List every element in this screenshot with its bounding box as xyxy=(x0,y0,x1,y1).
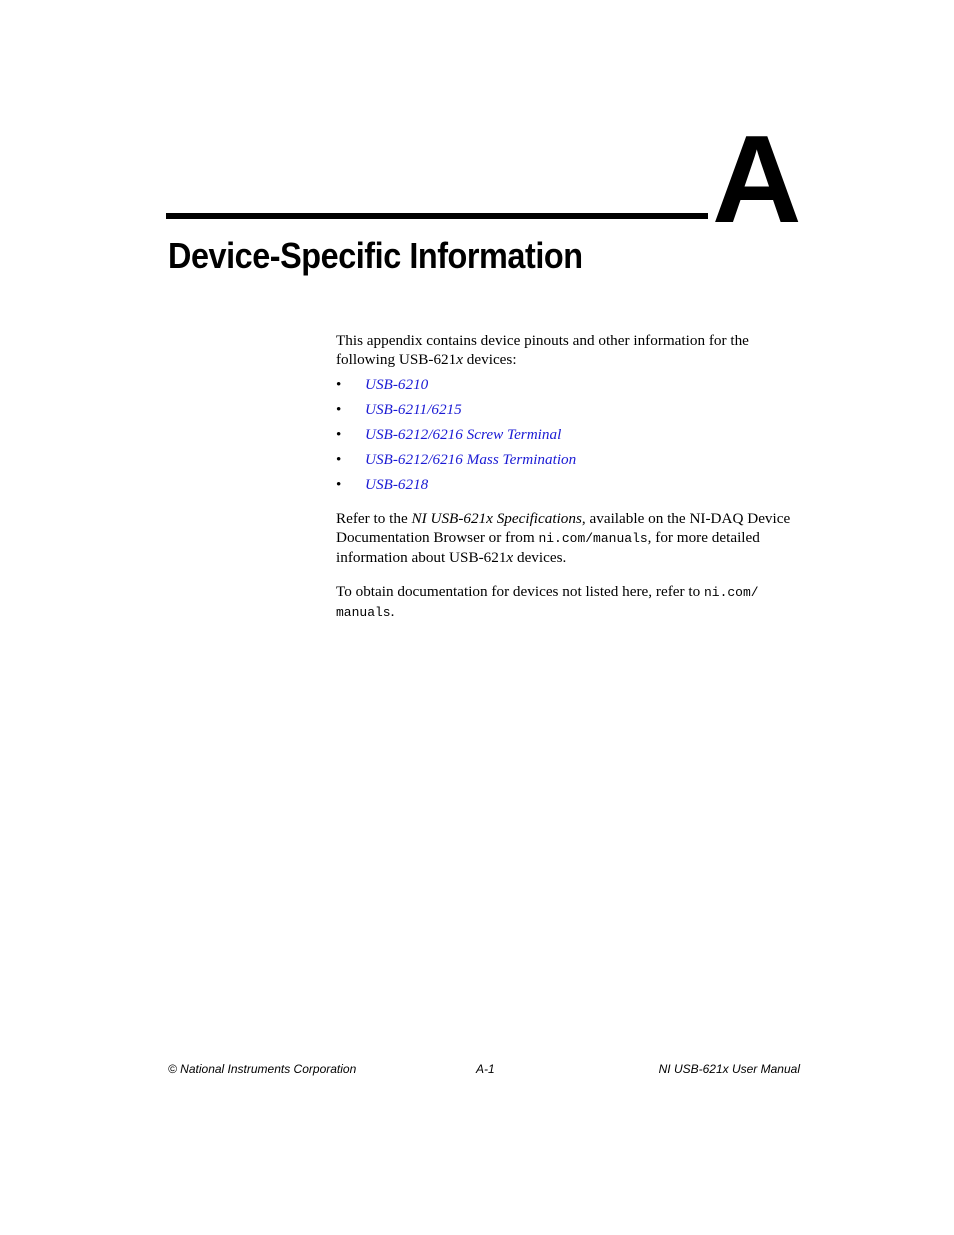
list-item xyxy=(336,375,806,400)
refer-variable: x xyxy=(506,549,514,566)
footer-page-number: A-1 xyxy=(476,1062,495,1076)
link-usb-6211-6215[interactable]: USB-6211/6215 xyxy=(365,401,462,418)
refer-text: , for more detailed information about USB-621 xyxy=(336,529,760,566)
bullet: • xyxy=(336,376,342,393)
intro-variable: x xyxy=(456,351,463,368)
link-usb-6210[interactable]: USB-6210 xyxy=(365,376,429,393)
bullet: • xyxy=(336,476,342,493)
footer-copyright: © National Instruments Corporation xyxy=(168,1062,357,1076)
refer-text: devices. xyxy=(513,549,567,566)
appendix-letter: A xyxy=(712,111,800,249)
bullet: • xyxy=(336,401,342,418)
refer-text: Refer to the xyxy=(336,510,412,527)
footer-manual-title: NI USB-621x User Manual xyxy=(658,1062,800,1076)
intro-line1: This appendix contains device pinouts and other information for the xyxy=(336,332,749,349)
spec-doc-title: NI USB-621x Specifications xyxy=(411,510,582,527)
intro-line2-prefix: following USB-621 xyxy=(336,351,457,368)
bullet: • xyxy=(336,426,342,443)
link-usb-6212-6216-screw-terminal[interactable]: USB-6212/6216 Screw Terminal xyxy=(365,426,562,443)
manuals-url-part1: ni.com/ xyxy=(703,585,759,600)
bullet: • xyxy=(336,451,342,468)
obtain-text: . xyxy=(390,603,395,620)
link-usb-6218[interactable]: USB-6218 xyxy=(365,476,429,493)
chapter-rule xyxy=(166,213,708,219)
intro-line2-suffix: devices: xyxy=(463,351,517,368)
list-item xyxy=(336,425,806,450)
page-title: Device-Specific Information xyxy=(168,235,583,276)
main-content xyxy=(336,331,806,622)
refer-paragraph xyxy=(336,509,806,567)
link-usb-6212-6216-mass-termination[interactable]: USB-6212/6216 Mass Termination xyxy=(365,451,577,468)
manuals-url-part2: manuals xyxy=(336,605,391,620)
manuals-url: ni.com/manuals xyxy=(538,531,648,546)
obtain-text: To obtain documentation for devices not listed here, refer to xyxy=(336,583,704,600)
refer-text: , available on the NI-DAQ Device Documentation Browser or from xyxy=(336,510,791,546)
list-item xyxy=(336,450,806,475)
list-item xyxy=(336,400,806,425)
device-list xyxy=(336,375,806,500)
obtain-paragraph xyxy=(336,582,806,622)
list-item xyxy=(336,475,806,500)
intro-paragraph xyxy=(336,331,806,369)
